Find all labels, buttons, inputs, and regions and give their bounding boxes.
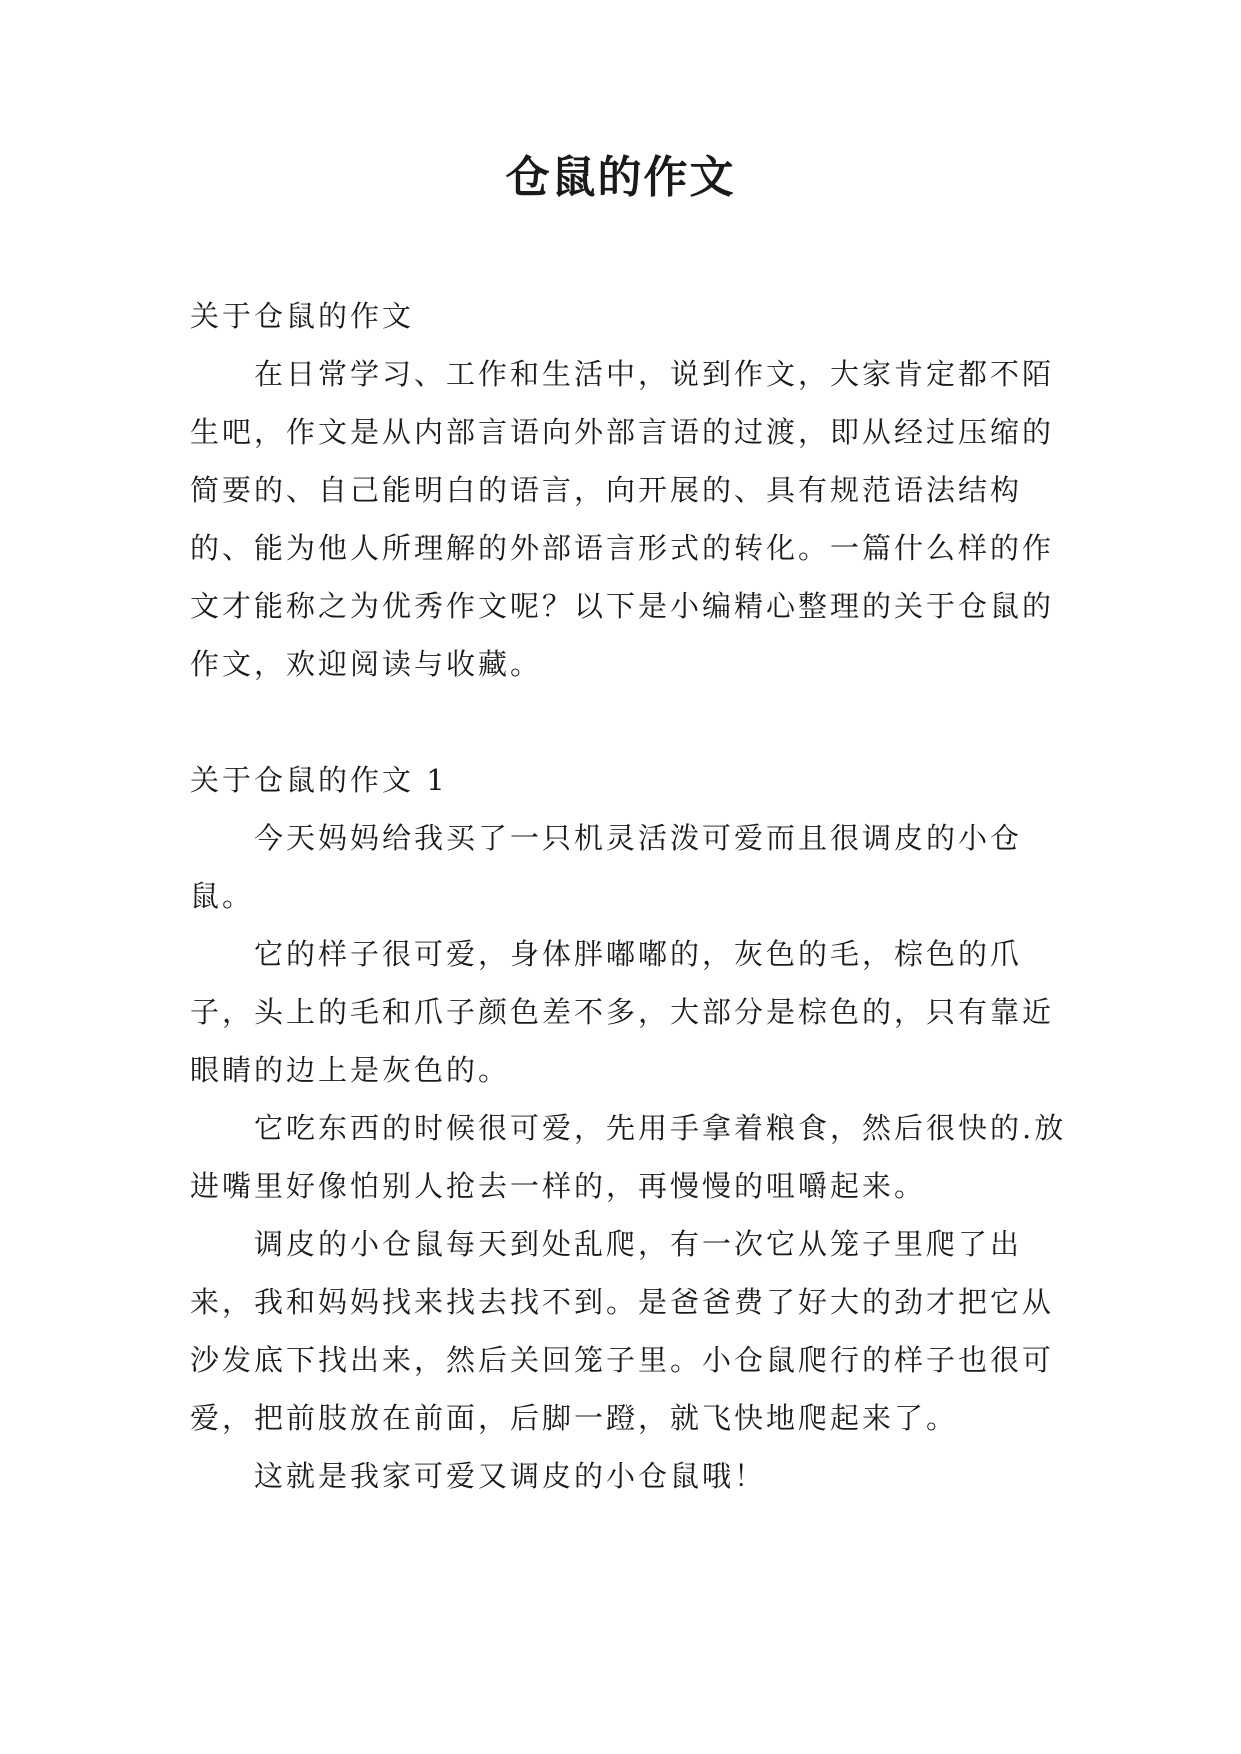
section-spacer <box>190 693 1070 751</box>
intro-heading: 关于仓鼠的作文 <box>190 299 415 333</box>
section-1-paragraph-2: 它的样子很可爱，身体胖嘟嘟的，灰色的毛，棕色的爪子，头上的毛和爪子颜色差不多，大部分是棕色的，只有靠近眼睛的边上是灰色的。 <box>190 937 1055 1087</box>
section-1-paragraph-4: 调皮的小仓鼠每天到处乱爬，有一次它从笼子里爬了出来，我和妈妈找来找去找不到。是爸爸费了好大的劲才把它从沙发底下找出来，然后关回笼子里。小仓鼠爬行的样子也很可爱，把前肢放在前面，后脚一蹬，就飞快地爬起来了。 <box>190 1227 1055 1435</box>
section-1-heading: 关于仓鼠的作文 1 <box>190 763 448 797</box>
section-1-paragraph-3: 它吃东西的时候很可爱，先用手拿着粮食，然后很快的.放进嘴里好像怕别人抢去一样的，再慢慢的咀嚼起来。 <box>190 1111 1067 1203</box>
document-body <box>190 287 1070 1505</box>
section-1-paragraph-5: 这就是我家可爱又调皮的小仓鼠哦！ <box>254 1459 767 1493</box>
section-1-paragraph-1: 今天妈妈给我买了一只机灵活泼可爱而且很调皮的小仓鼠。 <box>190 821 1023 913</box>
document-title: 仓鼠的作文 <box>505 152 736 203</box>
intro-paragraph: 在日常学习、工作和生活中，说到作文，大家肯定都不陌生吧，作文是从内部言语向外部言语的过渡，即从经过压缩的简要的、自己能明白的语言，向开展的、具有规范语法结构的、能为他人所理解的外部语言形式的转化。一篇什么样的作文才能称之为优秀作文呢？以下是小编精心整理的关于仓鼠的作文，欢迎阅读与收藏。 <box>190 357 1055 681</box>
